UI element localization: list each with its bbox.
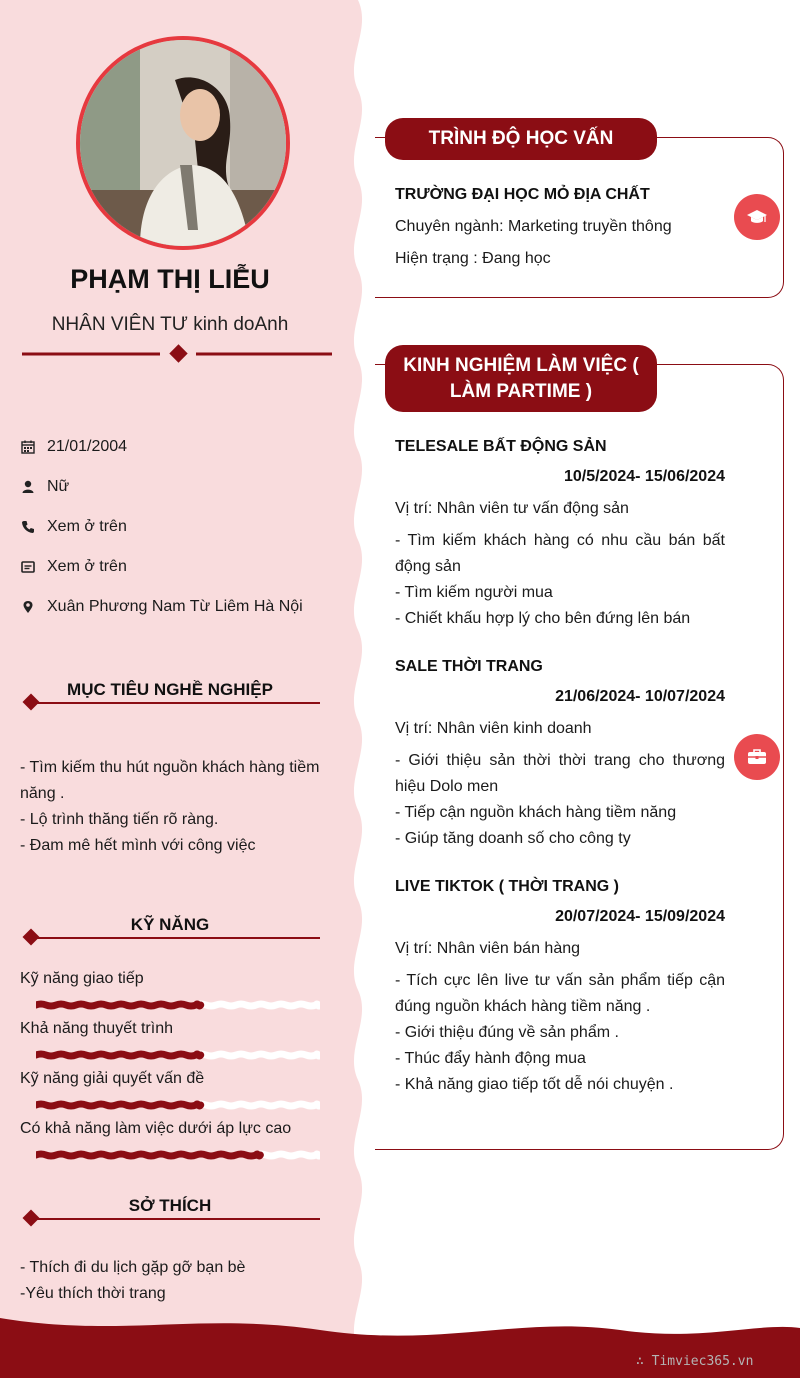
objective-line: - Tìm kiếm thu hút nguồn khách hàng tiềm năng . [20,759,320,802]
objective-title: MỤC TIÊU NGHỀ NGHIỆP [67,680,273,699]
objective-divider [22,693,322,713]
education-status: Hiện trạng : Đang học [395,250,551,267]
job-task: - Giới thiệu đúng về sản phẩm . [395,1024,619,1041]
hobbies-title: SỞ THÍCH [128,1196,212,1215]
job-position: Vị trí: Nhân viên tư vấn động sản [395,500,629,517]
gender-value: Nữ [47,478,70,495]
candidate-name: PHẠM THỊ LIỄU [70,264,270,294]
job-date: 20/07/2024- 15/09/2024 [555,908,725,925]
job-company: SALE THỜI TRANG [395,658,543,675]
gender-row [20,476,340,498]
job-company: TELESALE BẤT ĐỘNG SẢN [395,438,607,455]
experience-title-line: LÀM PARTIME ) [449,380,593,402]
skills-title: KỸ NĂNG [130,915,210,934]
skills-divider [22,928,322,948]
briefcase-icon [734,734,780,780]
skill-bar [36,1150,320,1160]
job-tasks [395,968,725,1098]
job-position: Vị trí: Nhân viên kinh doanh [395,720,592,737]
email-icon [20,559,36,575]
skill-bar-fill [36,1054,201,1056]
job-tasks [395,528,725,632]
candidate-job-title: NHÂN VIÊN TƯ kinh doAnh [51,314,289,335]
education-header: TRÌNH ĐỘ HỌC VẤN [385,118,657,160]
phone-icon [20,519,36,535]
job-task: - Tìm kiếm khách hàng có nhu cầu bán bất động sản [395,532,725,575]
skill-bar-fill [36,1104,201,1106]
skill-label: Kỹ năng giải quyết vấn đề [20,1070,205,1087]
graduation-cap-icon [734,194,780,240]
job-position: Vị trí: Nhân viên bán hàng [395,940,581,957]
job-task: - Giúp tăng doanh số cho công ty [395,830,631,847]
job-task: - Thúc đẩy hành động mua [395,1050,586,1067]
objective-text [20,755,330,859]
user-icon [20,479,36,495]
birthday-value: 21/01/2004 [47,438,128,455]
skill-bar [36,1000,320,1010]
skill-label: Khả năng thuyết trình [20,1020,173,1037]
email-row [20,556,340,578]
location-icon [20,599,36,615]
phone-value: Xem ở trên [47,518,127,535]
phone-row [20,516,340,538]
skill-bar [36,1050,320,1060]
email-value: Xem ở trên [47,558,127,575]
job-task: - Tích cực lên live tư vấn sản phẩm tiếp cận đúng nguồn khách hàng tiềm năng . [395,972,725,1015]
job-company: LIVE TIKTOK ( THỜI TRANG ) [395,878,620,895]
job-task: - Giới thiệu sản thời thời trang cho thương hiệu Dolo men [395,752,725,795]
hobbies-divider [22,1209,322,1229]
education-major: Chuyên ngành: Marketing truyền thông [395,218,672,235]
experience-title-line: KINH NGHIỆM LÀM VIỆC ( [403,354,639,376]
hobbies-text [20,1255,330,1307]
footer-brand: ∴ Timviec365.vn [636,1354,754,1369]
title-divider [22,344,332,364]
job-task: - Chiết khấu hợp lý cho bên đứng lên bán [395,610,691,627]
address-row [20,596,340,618]
job-date: 21/06/2024- 10/07/2024 [555,688,725,705]
skill-label: Kỹ năng giao tiếp [20,970,144,987]
address-value: Xuân Phương Nam Từ Liêm Hà Nội [47,598,303,615]
hobby-line: -Yêu thích thời trang [20,1285,166,1302]
birthday-row [20,436,340,458]
avatar-portrait [80,40,286,246]
job-task: - Tiếp cận nguồn khách hàng tiềm năng [395,804,677,821]
objective-line: - Lộ trình thăng tiến rõ ràng. [20,811,219,828]
job-task: - Tìm kiếm người mua [395,584,553,601]
objective-line: - Đam mê hết mình với công việc [20,837,256,854]
experience-header [385,345,657,412]
avatar [76,36,290,250]
job-tasks [395,748,725,852]
job-date: 10/5/2024- 15/06/2024 [563,468,725,485]
skill-bar-fill [36,1004,201,1006]
calendar-icon [20,439,36,455]
education-school: TRƯỜNG ĐẠI HỌC MỎ ĐỊA CHẤT [395,186,650,203]
skill-label: Có khả năng làm việc dưới áp lực cao [20,1120,292,1137]
hobby-line: - Thích đi du lịch gặp gỡ bạn bè [20,1259,246,1276]
skill-bar [36,1100,320,1110]
job-task: - Khả năng giao tiếp tốt dễ nói chuyện . [395,1076,674,1093]
skill-bar-fill [36,1154,260,1156]
